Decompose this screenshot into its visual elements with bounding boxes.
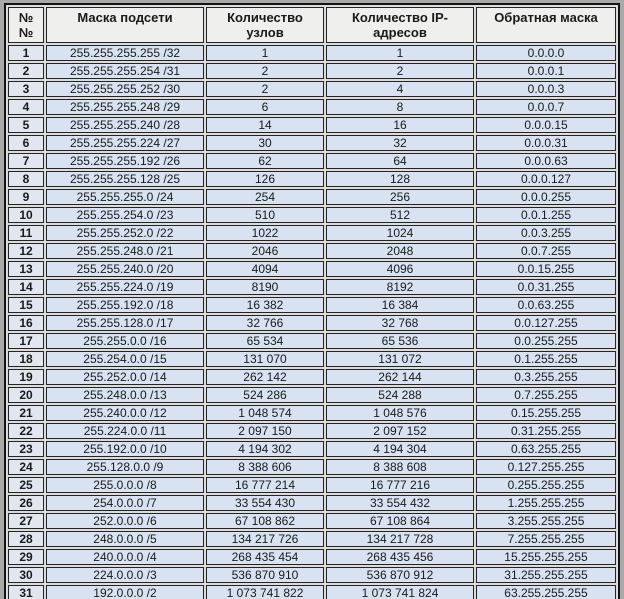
ip-count-cell: 65 536 [326, 333, 474, 349]
hosts-count-cell: 62 [206, 153, 324, 169]
hosts-count-cell: 134 217 726 [206, 531, 324, 547]
subnet-mask-cell: 255.255.255.255 /32 [46, 45, 204, 61]
ip-count-cell: 268 435 456 [326, 549, 474, 565]
wildcard-mask-cell: 0.31.255.255 [476, 423, 616, 439]
row-number-cell: 7 [8, 153, 44, 169]
wildcard-mask-cell: 0.0.0.127 [476, 171, 616, 187]
subnet-mask-cell: 255.255.252.0 /22 [46, 225, 204, 241]
subnet-mask-cell: 192.0.0.0 /2 [46, 585, 204, 599]
table-row [8, 99, 616, 115]
subnet-mask-cell: 255.255.255.0 /24 [46, 189, 204, 205]
subnet-mask-table [4, 3, 620, 599]
ip-count-cell: 262 144 [326, 369, 474, 385]
table-row [8, 297, 616, 313]
ip-count-cell: 16 777 216 [326, 477, 474, 493]
ip-count-cell: 1024 [326, 225, 474, 241]
subnet-mask-cell: 255.255.255.240 /28 [46, 117, 204, 133]
ip-count-cell: 16 [326, 117, 474, 133]
wildcard-mask-cell: 0.0.0.1 [476, 63, 616, 79]
ip-count-cell: 2 [326, 63, 474, 79]
row-number-cell: 16 [8, 315, 44, 331]
hosts-count-cell: 1022 [206, 225, 324, 241]
row-number-cell: 31 [8, 585, 44, 599]
subnet-mask-cell: 248.0.0.0 /5 [46, 531, 204, 547]
row-number-cell: 27 [8, 513, 44, 529]
table-header [8, 7, 616, 43]
ip-count-cell: 134 217 728 [326, 531, 474, 547]
table-row [8, 369, 616, 385]
wildcard-mask-cell: 0.0.0.0 [476, 45, 616, 61]
row-number-cell: 3 [8, 81, 44, 97]
ip-count-cell: 524 288 [326, 387, 474, 403]
hosts-count-cell: 1 073 741 822 [206, 585, 324, 599]
ip-count-cell: 8 388 608 [326, 459, 474, 475]
subnet-mask-cell: 254.0.0.0 /7 [46, 495, 204, 511]
table-row [8, 423, 616, 439]
hosts-count-cell: 2 097 150 [206, 423, 324, 439]
subnet-mask-cell: 255.255.248.0 /21 [46, 243, 204, 259]
ip-count-cell: 131 072 [326, 351, 474, 367]
hosts-count-cell: 262 142 [206, 369, 324, 385]
table-row [8, 45, 616, 61]
ip-count-cell: 32 [326, 135, 474, 151]
table-row [8, 315, 616, 331]
subnet-mask-cell: 255.255.254.0 /23 [46, 207, 204, 223]
row-number-cell: 6 [8, 135, 44, 151]
subnet-mask-cell: 224.0.0.0 /3 [46, 567, 204, 583]
table-row [8, 405, 616, 421]
table-row [8, 63, 616, 79]
table-row [8, 477, 616, 493]
subnet-mask-cell: 255.255.255.128 /25 [46, 171, 204, 187]
header-wildcard-mask: Обратная маска [476, 7, 616, 43]
subnet-mask-cell: 255.255.255.254 /31 [46, 63, 204, 79]
subnet-mask-cell: 255.192.0.0 /10 [46, 441, 204, 457]
wildcard-mask-cell: 0.0.0.7 [476, 99, 616, 115]
table-row [8, 117, 616, 133]
subnet-mask-cell: 255.255.255.252 /30 [46, 81, 204, 97]
row-number-cell: 2 [8, 63, 44, 79]
hosts-count-cell: 30 [206, 135, 324, 151]
ip-count-cell: 64 [326, 153, 474, 169]
wildcard-mask-cell: 15.255.255.255 [476, 549, 616, 565]
wildcard-mask-cell: 7.255.255.255 [476, 531, 616, 547]
hosts-count-cell: 2 [206, 63, 324, 79]
wildcard-mask-cell: 63.255.255.255 [476, 585, 616, 599]
ip-count-cell: 32 768 [326, 315, 474, 331]
hosts-count-cell: 268 435 454 [206, 549, 324, 565]
hosts-count-cell: 14 [206, 117, 324, 133]
ip-count-cell: 2048 [326, 243, 474, 259]
hosts-count-cell: 65 534 [206, 333, 324, 349]
wildcard-mask-cell: 0.3.255.255 [476, 369, 616, 385]
ip-count-cell: 536 870 912 [326, 567, 474, 583]
row-number-cell: 1 [8, 45, 44, 61]
row-number-cell: 26 [8, 495, 44, 511]
row-number-cell: 23 [8, 441, 44, 457]
table-row [8, 207, 616, 223]
table-row [8, 513, 616, 529]
table-row [8, 459, 616, 475]
row-number-cell: 17 [8, 333, 44, 349]
ip-count-cell: 4096 [326, 261, 474, 277]
wildcard-mask-cell: 0.0.63.255 [476, 297, 616, 313]
table-row [8, 225, 616, 241]
table-row [8, 441, 616, 457]
ip-count-cell: 8 [326, 99, 474, 115]
table-row [8, 153, 616, 169]
subnet-mask-cell: 255.0.0.0 /8 [46, 477, 204, 493]
wildcard-mask-cell: 0.0.0.31 [476, 135, 616, 151]
row-number-cell: 11 [8, 225, 44, 241]
subnet-mask-cell: 255.252.0.0 /14 [46, 369, 204, 385]
hosts-count-cell: 1 [206, 45, 324, 61]
table-row [8, 351, 616, 367]
ip-count-cell: 128 [326, 171, 474, 187]
table-body [8, 45, 616, 599]
header-ip-count: Количество IP-адресов [326, 7, 474, 43]
subnet-mask-cell: 255.255.255.224 /27 [46, 135, 204, 151]
subnet-mask-cell: 255.254.0.0 /15 [46, 351, 204, 367]
row-number-cell: 4 [8, 99, 44, 115]
subnet-mask-cell: 252.0.0.0 /6 [46, 513, 204, 529]
wildcard-mask-cell: 1.255.255.255 [476, 495, 616, 511]
row-number-cell: 5 [8, 117, 44, 133]
subnet-mask-cell: 255.240.0.0 /12 [46, 405, 204, 421]
table-row [8, 333, 616, 349]
hosts-count-cell: 8 388 606 [206, 459, 324, 475]
hosts-count-cell: 254 [206, 189, 324, 205]
wildcard-mask-cell: 0.255.255.255 [476, 477, 616, 493]
subnet-mask-cell: 255.255.255.192 /26 [46, 153, 204, 169]
hosts-count-cell: 536 870 910 [206, 567, 324, 583]
wildcard-mask-cell: 31.255.255.255 [476, 567, 616, 583]
wildcard-mask-cell: 0.1.255.255 [476, 351, 616, 367]
subnet-mask-cell: 255.255.255.248 /29 [46, 99, 204, 115]
table-row [8, 495, 616, 511]
hosts-count-cell: 67 108 862 [206, 513, 324, 529]
row-number-cell: 22 [8, 423, 44, 439]
row-number-cell: 14 [8, 279, 44, 295]
row-number-cell: 9 [8, 189, 44, 205]
subnet-mask-cell: 240.0.0.0 /4 [46, 549, 204, 565]
ip-count-cell: 1 073 741 824 [326, 585, 474, 599]
wildcard-mask-cell: 0.63.255.255 [476, 441, 616, 457]
table-row [8, 243, 616, 259]
hosts-count-cell: 6 [206, 99, 324, 115]
ip-count-cell: 2 097 152 [326, 423, 474, 439]
subnet-mask-cell: 255.128.0.0 /9 [46, 459, 204, 475]
wildcard-mask-cell: 3.255.255.255 [476, 513, 616, 529]
subnet-mask-cell: 255.255.128.0 /17 [46, 315, 204, 331]
subnet-mask-cell: 255.255.240.0 /20 [46, 261, 204, 277]
wildcard-mask-cell: 0.0.1.255 [476, 207, 616, 223]
ip-count-cell: 33 554 432 [326, 495, 474, 511]
hosts-count-cell: 32 766 [206, 315, 324, 331]
ip-count-cell: 1 048 576 [326, 405, 474, 421]
hosts-count-cell: 33 554 430 [206, 495, 324, 511]
wildcard-mask-cell: 0.0.0.3 [476, 81, 616, 97]
wildcard-mask-cell: 0.0.15.255 [476, 261, 616, 277]
hosts-count-cell: 510 [206, 207, 324, 223]
table-row [8, 549, 616, 565]
hosts-count-cell: 2 [206, 81, 324, 97]
ip-count-cell: 16 384 [326, 297, 474, 313]
table-row [8, 279, 616, 295]
row-number-cell: 13 [8, 261, 44, 277]
wildcard-mask-cell: 0.15.255.255 [476, 405, 616, 421]
row-number-cell: 30 [8, 567, 44, 583]
subnet-mask-cell: 255.255.192.0 /18 [46, 297, 204, 313]
hosts-count-cell: 4094 [206, 261, 324, 277]
header-row-number: №№ [8, 7, 44, 43]
header-hosts-count: Количество узлов [206, 7, 324, 43]
ip-count-cell: 8192 [326, 279, 474, 295]
ip-count-cell: 1 [326, 45, 474, 61]
hosts-count-cell: 4 194 302 [206, 441, 324, 457]
ip-count-cell: 256 [326, 189, 474, 205]
subnet-mask-cell: 255.248.0.0 /13 [46, 387, 204, 403]
row-number-cell: 12 [8, 243, 44, 259]
hosts-count-cell: 524 286 [206, 387, 324, 403]
header-row [8, 7, 616, 43]
ip-count-cell: 512 [326, 207, 474, 223]
row-number-cell: 24 [8, 459, 44, 475]
row-number-cell: 29 [8, 549, 44, 565]
table-row [8, 135, 616, 151]
hosts-count-cell: 126 [206, 171, 324, 187]
table-row [8, 81, 616, 97]
wildcard-mask-cell: 0.0.31.255 [476, 279, 616, 295]
row-number-cell: 20 [8, 387, 44, 403]
ip-count-cell: 4 [326, 81, 474, 97]
wildcard-mask-cell: 0.0.3.255 [476, 225, 616, 241]
header-subnet-mask: Маска подсети [46, 7, 204, 43]
row-number-cell: 15 [8, 297, 44, 313]
subnet-mask-cell: 255.224.0.0 /11 [46, 423, 204, 439]
table-row [8, 387, 616, 403]
hosts-count-cell: 131 070 [206, 351, 324, 367]
subnet-mask-cell: 255.255.0.0 /16 [46, 333, 204, 349]
wildcard-mask-cell: 0.127.255.255 [476, 459, 616, 475]
wildcard-mask-cell: 0.0.0.15 [476, 117, 616, 133]
table-row [8, 531, 616, 547]
subnet-mask-cell: 255.255.224.0 /19 [46, 279, 204, 295]
wildcard-mask-cell: 0.0.0.63 [476, 153, 616, 169]
row-number-cell: 10 [8, 207, 44, 223]
wildcard-mask-cell: 0.0.0.255 [476, 189, 616, 205]
row-number-cell: 28 [8, 531, 44, 547]
hosts-count-cell: 1 048 574 [206, 405, 324, 421]
row-number-cell: 8 [8, 171, 44, 187]
row-number-cell: 19 [8, 369, 44, 385]
table-row [8, 261, 616, 277]
table-row [8, 171, 616, 187]
table-row [8, 585, 616, 599]
row-number-cell: 21 [8, 405, 44, 421]
table-row [8, 189, 616, 205]
row-number-cell: 18 [8, 351, 44, 367]
ip-count-cell: 4 194 304 [326, 441, 474, 457]
hosts-count-cell: 16 382 [206, 297, 324, 313]
table-row [8, 567, 616, 583]
row-number-cell: 25 [8, 477, 44, 493]
hosts-count-cell: 2046 [206, 243, 324, 259]
wildcard-mask-cell: 0.0.255.255 [476, 333, 616, 349]
hosts-count-cell: 16 777 214 [206, 477, 324, 493]
ip-count-cell: 67 108 864 [326, 513, 474, 529]
wildcard-mask-cell: 0.7.255.255 [476, 387, 616, 403]
hosts-count-cell: 8190 [206, 279, 324, 295]
wildcard-mask-cell: 0.0.127.255 [476, 315, 616, 331]
wildcard-mask-cell: 0.0.7.255 [476, 243, 616, 259]
